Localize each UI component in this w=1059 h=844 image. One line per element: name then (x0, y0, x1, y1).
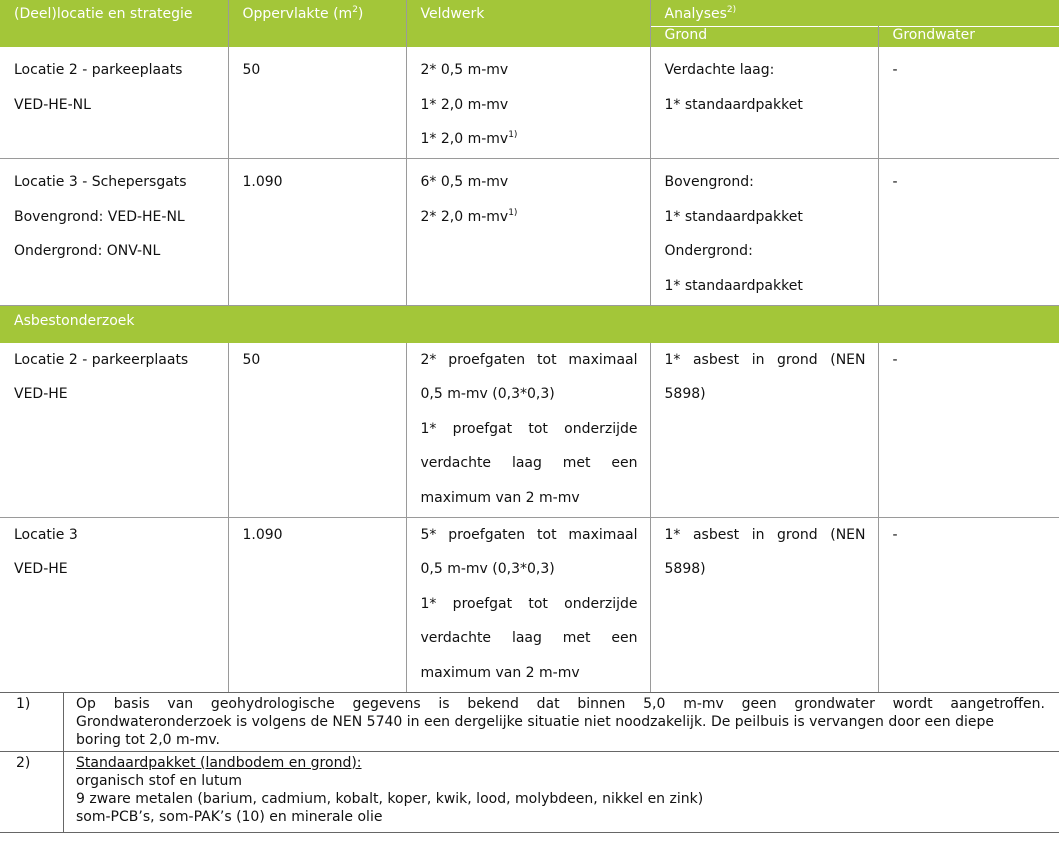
cell-grond: 1* asbest in grond (NEN 5898) (650, 343, 878, 518)
section-row-asbest (0, 305, 1059, 343)
cell-grondwater: - (878, 343, 1059, 518)
table-row (0, 159, 1059, 306)
cell-locatie: Locatie 2 - parkeeplaats VED-HE-NL (0, 47, 228, 159)
header-grond: Grond (650, 27, 878, 48)
header-veldwerk: Veldwerk (406, 0, 650, 47)
footnote-text: Standaardpakket (landbodem en grond): organisch stof en lutum 9 zware metalen (barium, cadmium, kobalt, koper, kwik, lood, molybdeen, nikkel en zink) som-PCB’s, som-PAK’s (10) en minerale olie (64, 751, 1059, 832)
cell-oppervlakte: 1.090 (228, 159, 406, 306)
header-oppervlakte: Oppervlakte $(m^2)$ (228, 0, 406, 47)
header-grondwater: Grondwater (878, 27, 1059, 48)
header-locatie: (Deel)locatie en strategie (0, 0, 228, 47)
cell-grond: Verdachte laag: 1* standaardpakket (650, 47, 878, 159)
table-header-row (0, 0, 1059, 27)
footnote-text: Op basis van geohydrologische gegevens is bekend dat binnen 5,0 m-mv geen grondwater wordt aangetroffen. Grondwateronderzoek is volgens de NEN 5740 in een dergelijke situatie niet noodzakelijk. De peilbuis is vervangen door een diepe boring tot 2,0 m-mv. (64, 692, 1059, 751)
cell-grondwater: - (878, 47, 1059, 159)
footnote-1 (0, 692, 1059, 751)
table-row (0, 47, 1059, 159)
footnotes-table (0, 692, 1059, 833)
cell-oppervlakte: 50 (228, 343, 406, 518)
cell-grond: 1* asbest in grond (NEN 5898) (650, 517, 878, 692)
cell-veldwerk: 2* 0,5 m-mv 1* 2,0 m-mv 1* 2,0 $m-mv^{1)}$ (406, 47, 650, 159)
header-analyses: Analyses$^{2)}$ (650, 0, 1059, 27)
cell-locatie: Locatie 2 - parkeerplaats VED-HE (0, 343, 228, 518)
section-title: Asbestonderzoek (0, 305, 1059, 343)
cell-oppervlakte: 50 (228, 47, 406, 159)
cell-veldwerk: 2* proefgaten tot maximaal 0,5 m-mv (0,3*0,3) 1* proefgat tot onderzijde verdachte laag met een maximum van 2 m-mv (406, 343, 650, 518)
cell-grondwater: - (878, 159, 1059, 306)
footnote-number: 2) (0, 751, 64, 832)
cell-oppervlakte: 1.090 (228, 517, 406, 692)
footnote-title: Standaardpakket (landbodem en grond): (76, 754, 362, 771)
table-row (0, 343, 1059, 518)
table-row (0, 517, 1059, 692)
cell-grond: Bovengrond: 1* standaardpakket Ondergrond: 1* standaardpakket (650, 159, 878, 306)
cell-veldwerk: 5* proefgaten tot maximaal 0,5 m-mv (0,3*0,3) 1* proefgat tot onderzijde verdachte laag met een maximum van 2 m-mv (406, 517, 650, 692)
cell-locatie: Locatie 3 - Schepersgats Bovengrond: VED-HE-NL Ondergrond: ONV-NL (0, 159, 228, 306)
cell-veldwerk: 6* 0,5 m-mv 2* 2,0 $m-mv^{1)}$ (406, 159, 650, 306)
footnote-number: 1) (0, 692, 64, 751)
cell-grondwater: - (892, 526, 898, 543)
cell-locatie: Locatie 3 VED-HE (0, 517, 228, 692)
footnote-2 (0, 751, 1059, 832)
